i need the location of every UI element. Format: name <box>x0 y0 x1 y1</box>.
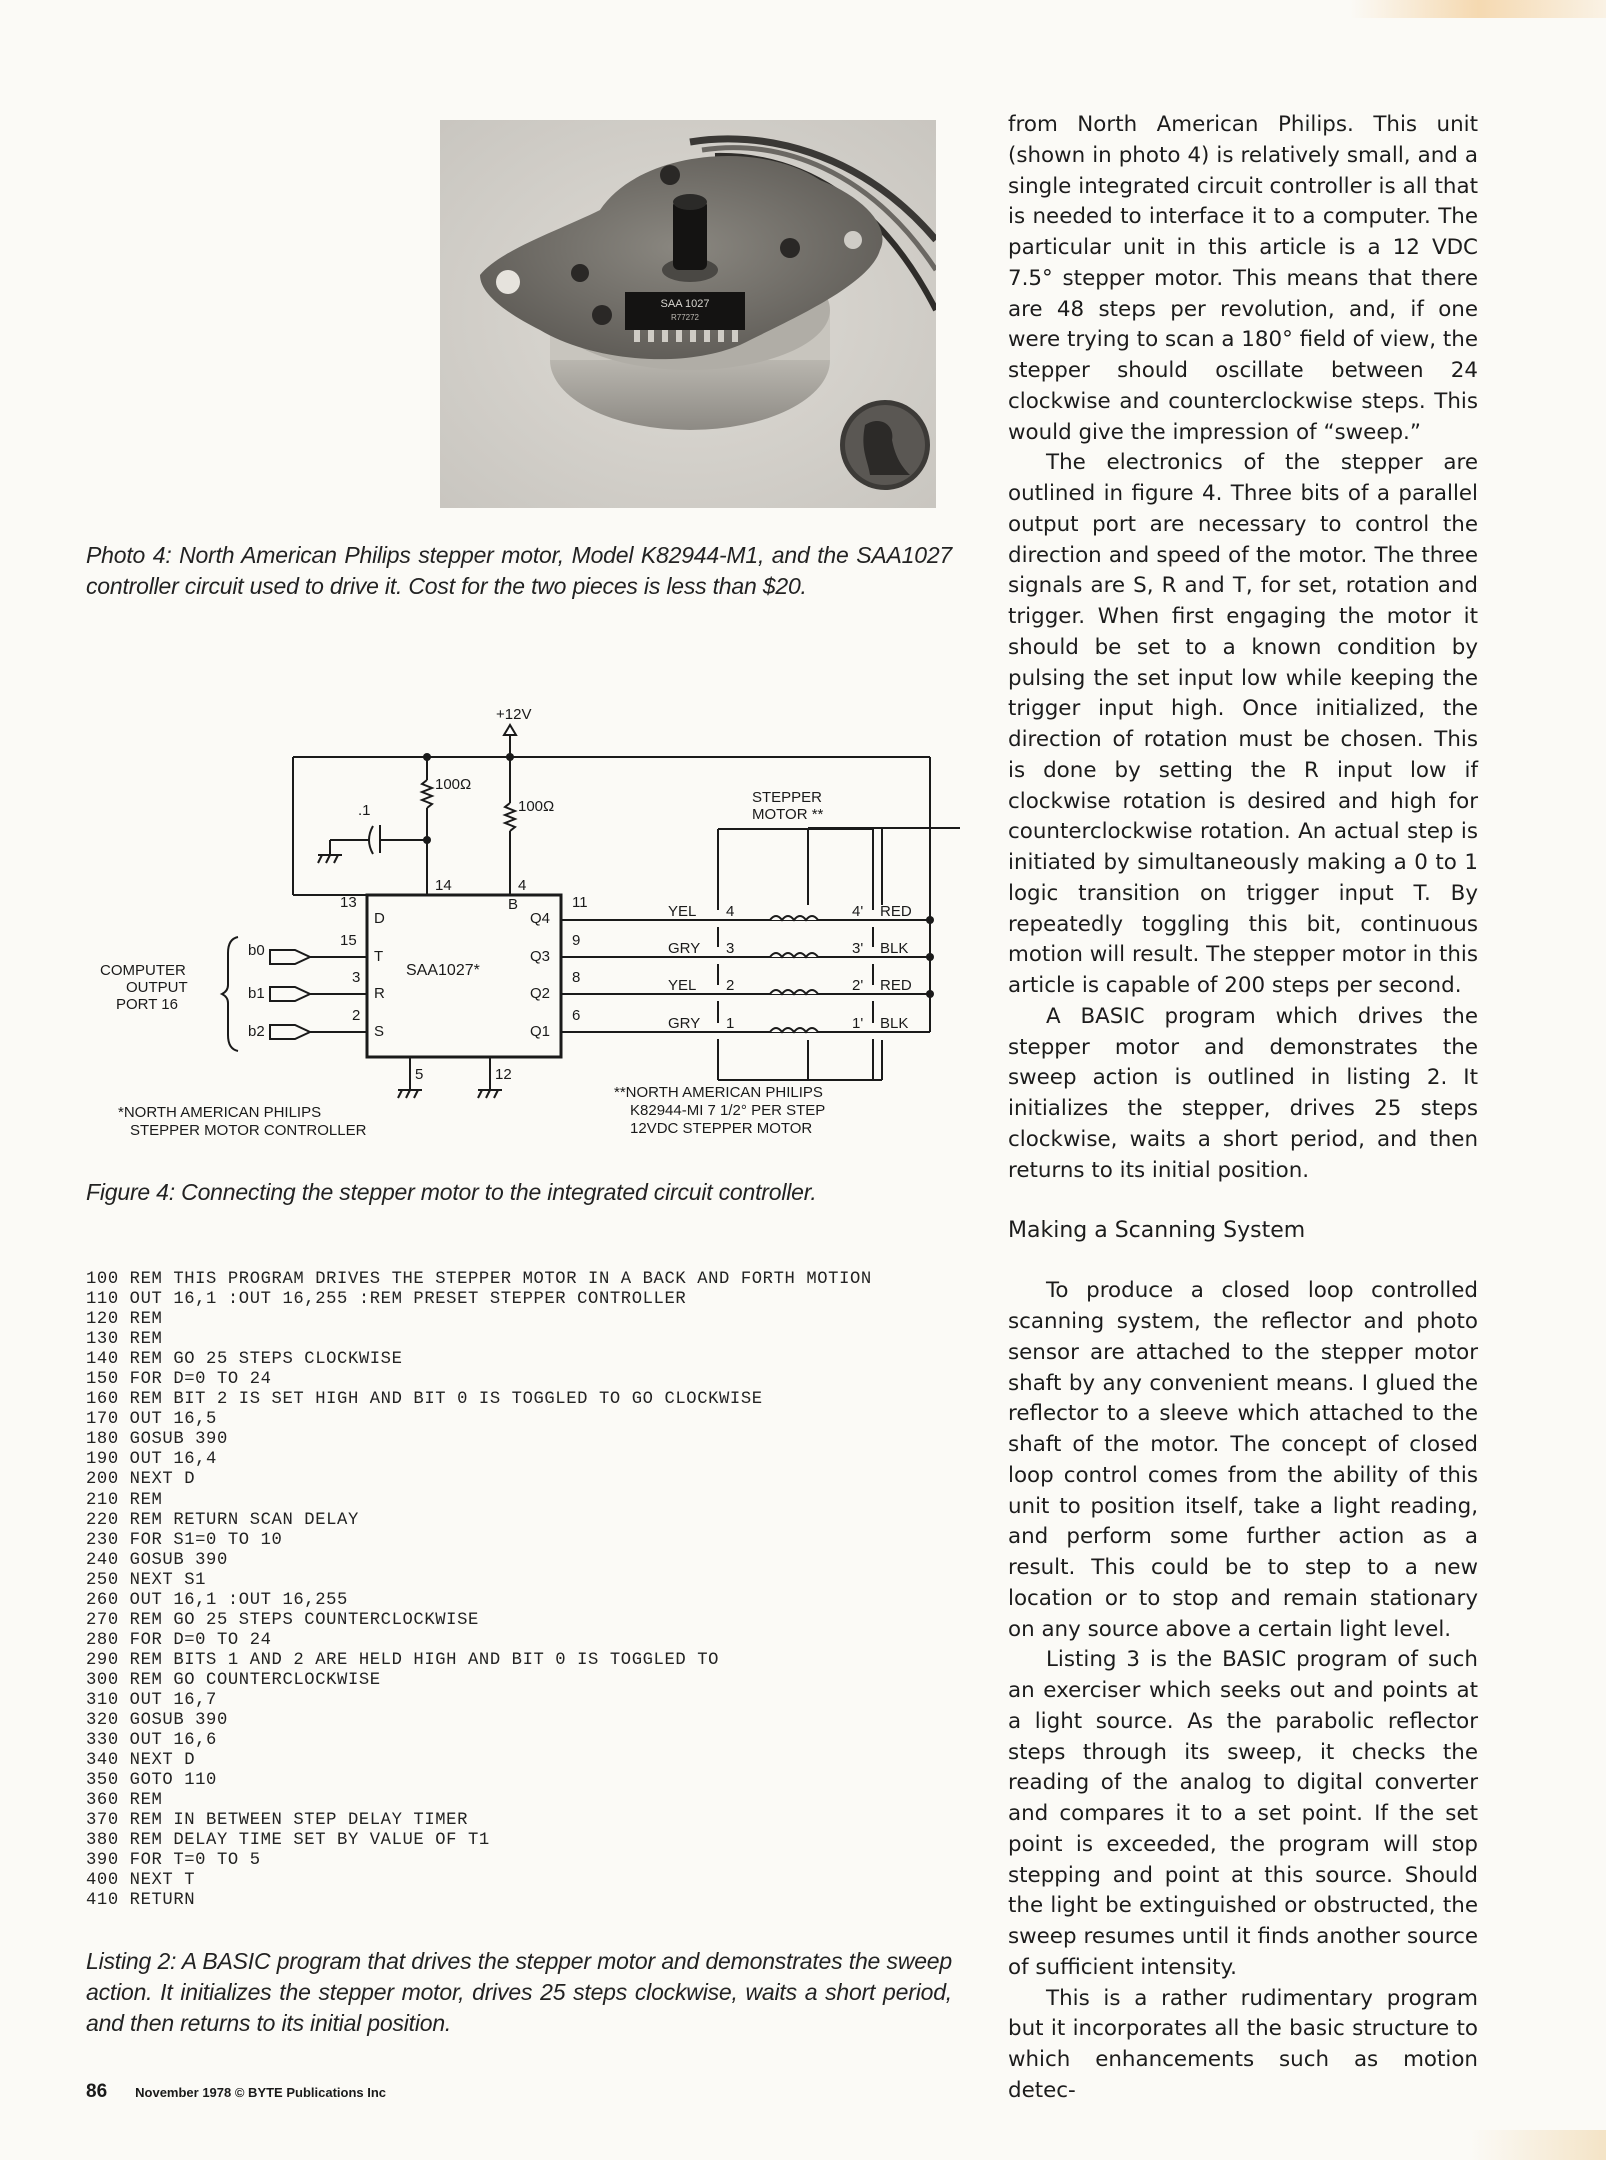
section-heading: Making a Scanning System <box>1008 1218 1306 1244</box>
svg-text:14: 14 <box>435 877 452 894</box>
code-line: 320 GOSUB 390 <box>86 1711 228 1731</box>
code-line: 360 REM <box>86 1791 163 1811</box>
code-line: 170 OUT 16,5 <box>86 1410 217 1430</box>
svg-text:4: 4 <box>518 877 527 894</box>
svg-text:b0: b0 <box>248 942 265 959</box>
paragraph-basic-program: A BASIC program which drives the stepper motor and demonstrates the sweep action is outlined in listing 2. It initializes the stepper, drives 25 steps clockwise, waits a short period, and then returns to its initial position. <box>1008 1003 1478 1183</box>
code-line: 260 OUT 16,1 :OUT 16,255 <box>86 1590 348 1610</box>
code-line: 230 FOR S1=0 TO 10 <box>86 1530 283 1550</box>
svg-text:3: 3 <box>726 940 735 957</box>
code-line: 210 REM <box>86 1490 163 1510</box>
svg-text:D: D <box>374 910 385 927</box>
svg-text:T: T <box>374 948 384 965</box>
svg-text:RED: RED <box>880 903 912 920</box>
svg-text:9: 9 <box>572 932 581 949</box>
svg-text:BLK: BLK <box>880 940 909 957</box>
code-line: 310 OUT 16,7 <box>86 1690 217 1710</box>
svg-text:15: 15 <box>340 932 357 949</box>
svg-text:SAA 1027: SAA 1027 <box>660 298 710 310</box>
svg-text:12: 12 <box>495 1066 512 1083</box>
listing-caption: Listing 2: A BASIC program that drives the stepper motor and demonstrates the sweep action. It initializes the stepper motor, drives 25 steps clockwise, waits a short period, and then returns to its initial position. <box>86 1948 952 2036</box>
svg-text:MOTOR **: MOTOR ** <box>752 806 824 823</box>
code-line: 400 NEXT T <box>86 1871 196 1891</box>
code-line: 380 REM DELAY TIME SET BY VALUE OF T1 <box>86 1831 490 1851</box>
svg-text:100Ω: 100Ω <box>518 798 555 815</box>
page-stain-top <box>1350 0 1606 18</box>
code-line: 120 REM <box>86 1310 163 1330</box>
code-line: 340 NEXT D <box>86 1751 196 1771</box>
svg-text:2': 2' <box>852 977 864 994</box>
code-line: 270 REM GO 25 STEPS COUNTERCLOCKWISE <box>86 1610 479 1630</box>
code-line: 410 RETURN <box>86 1891 196 1911</box>
svg-text:K82944-MI 7 1/2° PER STEP: K82944-MI 7 1/2° PER STEP <box>630 1102 826 1119</box>
publication-credit: November 1978 © BYTE Publications Inc <box>135 2085 387 2100</box>
svg-text:OUTPUT: OUTPUT <box>126 979 188 996</box>
svg-text:YEL: YEL <box>668 903 697 920</box>
code-line: 300 REM GO COUNTERCLOCKWISE <box>86 1670 381 1690</box>
svg-text:8: 8 <box>572 969 581 986</box>
article-body-column <box>1008 110 1478 2107</box>
svg-text:GRY: GRY <box>668 940 701 957</box>
code-line: 390 FOR T=0 TO 5 <box>86 1851 261 1871</box>
svg-text:12VDC STEPPER MOTOR: 12VDC STEPPER MOTOR <box>630 1120 813 1137</box>
svg-text:.1: .1 <box>358 802 371 819</box>
svg-text:GRY: GRY <box>668 1015 701 1032</box>
code-line: 240 GOSUB 390 <box>86 1550 228 1570</box>
figure-caption: Figure 4: Connecting the stepper motor to the integrated circuit controller. <box>86 1179 817 1205</box>
svg-text:R: R <box>374 985 385 1002</box>
figure-4-schematic <box>90 695 960 1155</box>
svg-text:2: 2 <box>726 977 735 994</box>
svg-text:5: 5 <box>415 1066 424 1083</box>
code-line: 100 REM THIS PROGRAM DRIVES THE STEPPER MOTOR IN A BACK AND FORTH MOTION <box>86 1270 872 1289</box>
svg-text:1': 1' <box>852 1015 864 1032</box>
page-number: 86 <box>86 2081 108 2102</box>
code-line: 130 REM <box>86 1330 163 1350</box>
svg-text:11: 11 <box>572 894 588 911</box>
paragraph-closed-loop: To produce a closed loop controlled scanning system, the reflector and photo sensor are attached to the stepper motor shaft by any convenient means. I glued the reflector to a sleeve which attached to the shaft of the motor. The concept of closed loop control comes from the ability of this unit to position itself, take a light reading, and perform some further action as a result. This could be to step to a new location or to stop and remain stationary on any source above a certain light level. <box>1008 1278 1478 1642</box>
svg-text:Q1: Q1 <box>530 1023 551 1040</box>
svg-text:RED: RED <box>880 977 912 994</box>
svg-text:2: 2 <box>352 1007 361 1024</box>
page-stain-bottom <box>1470 2130 1606 2160</box>
svg-text:BLK: BLK <box>880 1015 909 1032</box>
code-line: 220 REM RETURN SCAN DELAY <box>86 1510 359 1530</box>
svg-text:**NORTH AMERICAN PHILIPS: **NORTH AMERICAN PHILIPS <box>614 1084 823 1101</box>
code-line: 370 REM IN BETWEEN STEP DELAY TIMER <box>86 1811 468 1831</box>
paragraph-electronics: The electronics of the stepper are outlined in figure 4. Three bits of a parallel output port are necessary to control the direction and speed of the motor. The three signals are S, R and T, for set, rotation and trigger. When first engaging the motor it should be set to a known condition by pulsing the set input low while keeping the trigger input high. Once initialized, the direction of rotation must be chosen. This is done by setting the R input low if clockwise rotation is desired and high for counterclockwise rotation. An actual step is initiated by simultaneously making a 0 to 1 logic transition on trigger input T. By repeatedly toggling this bit, continuous motion will result. The stepper motor in this article is capable of 200 steps per second. <box>1008 450 1478 998</box>
svg-text:4: 4 <box>726 903 735 920</box>
svg-text:B: B <box>508 896 519 913</box>
code-line: 190 OUT 16,4 <box>86 1450 217 1470</box>
svg-text:STEPPER: STEPPER <box>752 789 823 806</box>
svg-text:*NORTH AMERICAN PHILIPS: *NORTH AMERICAN PHILIPS <box>118 1104 322 1121</box>
svg-text:100Ω: 100Ω <box>435 776 472 793</box>
svg-text:+12V: +12V <box>496 706 532 723</box>
code-line: 200 NEXT D <box>86 1470 196 1490</box>
code-line: 280 FOR D=0 TO 24 <box>86 1630 272 1650</box>
svg-text:4': 4' <box>852 903 864 920</box>
svg-text:COMPUTER: COMPUTER <box>100 962 186 979</box>
svg-text:3: 3 <box>352 969 361 986</box>
photo-caption: Photo 4: North American Philips stepper motor, Model K82944-M1, and the SAA1027 controller circuit used to drive it. Cost for the two pieces is less than $20. <box>86 542 952 599</box>
code-line: 140 REM GO 25 STEPS CLOCKWISE <box>86 1350 403 1370</box>
svg-text:1: 1 <box>726 1015 735 1032</box>
svg-text:6: 6 <box>572 1007 581 1024</box>
code-line: 110 OUT 16,1 :OUT 16,255 :REM PRESET STEPPER CONTROLLER <box>86 1290 687 1310</box>
code-line: 180 GOSUB 390 <box>86 1430 228 1450</box>
code-line: 350 GOTO 110 <box>86 1771 217 1791</box>
svg-text:Q3: Q3 <box>530 948 551 965</box>
svg-text:b1: b1 <box>248 985 265 1002</box>
svg-text:13: 13 <box>340 894 357 911</box>
basic-listing-2 <box>86 1270 966 1912</box>
paragraph-continuation: from North American Philips. This unit (shown in photo 4) is relatively small, and a single integrated circuit controller is all that is needed to interface it to a computer. The particular unit in this article is a 12 VDC 7.5° stepper motor. This means that there are 48 steps per revolution, and, if one were trying to scan a 180° field of view, the stepper should oscillate between 24 clockwise and counterclockwise steps. This would give the impression of “sweep.” <box>1008 112 1478 445</box>
svg-text:3': 3' <box>852 940 864 957</box>
svg-text:Q2: Q2 <box>530 985 551 1002</box>
svg-text:S: S <box>374 1023 385 1040</box>
svg-text:Q4: Q4 <box>530 910 551 927</box>
svg-text:R77272: R77272 <box>670 313 700 322</box>
page-footer <box>86 2081 386 2103</box>
code-line: 250 NEXT S1 <box>86 1570 207 1590</box>
svg-text:YEL: YEL <box>668 977 697 994</box>
svg-text:STEPPER MOTOR CONTROLLER: STEPPER MOTOR CONTROLLER <box>130 1122 367 1139</box>
svg-text:PORT 16: PORT 16 <box>116 996 178 1013</box>
code-line: 290 REM BITS 1 AND 2 ARE HELD HIGH AND BIT 0 IS TOGGLED TO <box>86 1650 720 1670</box>
code-line: 150 FOR D=0 TO 24 <box>86 1370 272 1390</box>
code-line: 330 OUT 16,6 <box>86 1731 217 1751</box>
paragraph-listing-3: Listing 3 is the BASIC program of such an exerciser which seeks out and points at a light source. As the parabolic reflector steps through its sweep, it checks the reading of the analog to digital converter and compares it to a set point. If the set point is exceeded, the program will stop stepping and point at this source. Should the light be extinguished or obstructed, the sweep resumes until it finds another source of sufficient intensity. <box>1008 1647 1478 1980</box>
code-line: 160 REM BIT 2 IS SET HIGH AND BIT 0 IS TOGGLED TO GO CLOCKWISE <box>86 1390 763 1410</box>
svg-text:b2: b2 <box>248 1023 265 1040</box>
svg-text:SAA1027*: SAA1027* <box>406 962 480 979</box>
paragraph-rudimentary: This is a rather rudimentary program but it incorporates all the basic structure to which enhancements such as motion detec- <box>1008 1985 1478 2103</box>
photo-stepper-motor <box>440 120 936 508</box>
